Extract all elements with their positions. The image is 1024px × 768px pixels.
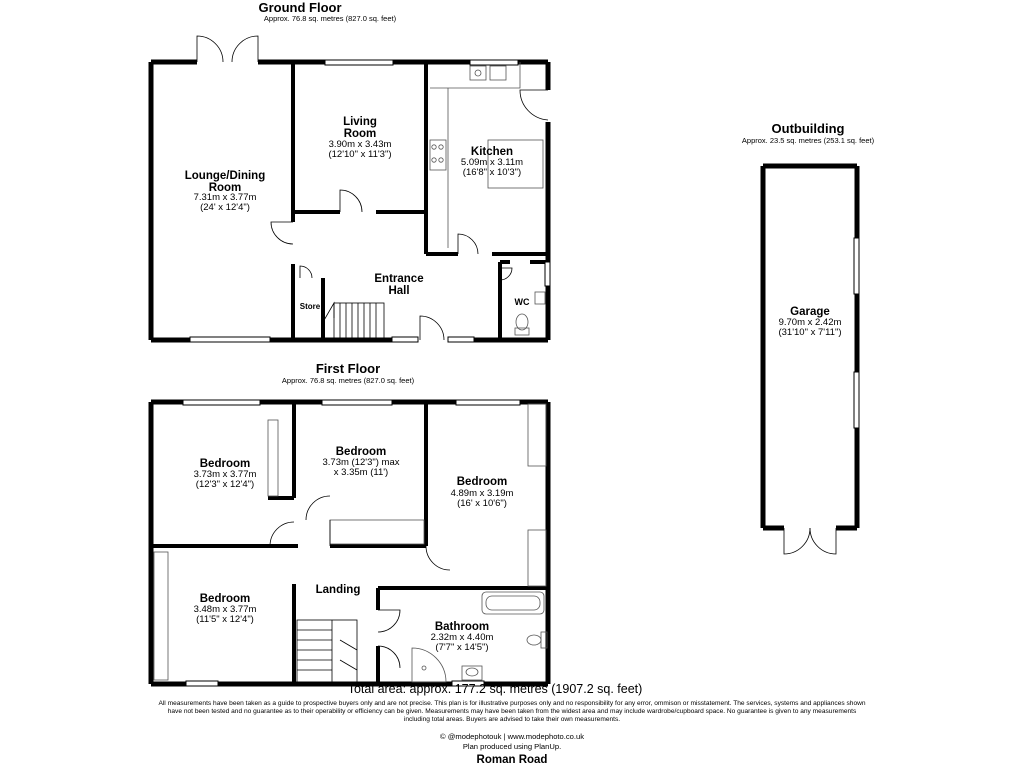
total-area: Total area: approx. 177.2 sq. metres (1907.2 sq. feet): [347, 682, 643, 696]
living-room-dimensions-imperial: (12'10" x 11'3"): [328, 149, 392, 160]
bedroom-1-dimensions-imperial: (12'3" x 12'4"): [195, 479, 255, 490]
entrance-hall-label: Entrance: [374, 273, 424, 285]
kitchen-dimensions-imperial: (16'8" x 10'3"): [462, 167, 522, 178]
bathroom-dimensions: 2.32m x 4.40m: [430, 632, 494, 643]
bedroom-4-dimensions: 3.48m x 3.77m: [193, 604, 257, 615]
credit-line: © @modephotouk | www.modephoto.co.uk: [439, 732, 585, 741]
first-floor-title: First Floor: [315, 361, 381, 376]
wc-label: WC: [514, 297, 530, 307]
bedroom-4-dimensions-imperial: (11'5" x 12'4"): [196, 614, 254, 625]
garage-dimensions-imperial: (31'10" x 7'11"): [778, 327, 842, 338]
outbuilding-title: Outbuilding: [771, 121, 845, 136]
bedroom-3-label: Bedroom: [456, 476, 508, 488]
bedroom-4-label: Bedroom: [199, 593, 251, 605]
entrance-hall-label-line2: Hall: [388, 285, 410, 297]
first-floor-area: Approx. 76.8 sq. metres (827.0 sq. feet): [281, 376, 415, 385]
bedroom-1-dimensions: 3.73m x 3.77m: [193, 469, 257, 480]
kitchen-label: Kitchen: [470, 146, 514, 158]
planup-credit: Plan produced using PlanUp.: [462, 742, 562, 751]
lounge-dimensions-imperial: (24' x 12'4"): [200, 202, 250, 213]
bedroom-2-dimensions: 3.73m (12'3") max: [322, 457, 400, 468]
street-name: Roman Road: [476, 754, 548, 766]
bedroom-2-dimensions-imperial: x 3.35m (11'): [333, 467, 389, 478]
living-room-label: Living: [343, 116, 377, 128]
bedroom-1-label: Bedroom: [199, 458, 251, 470]
kitchen-dimensions: 5.09m x 3.11m: [460, 157, 524, 168]
outbuilding-area: Approx. 23.5 sq. metres (253.1 sq. feet): [741, 136, 875, 145]
outbuilding-plan: [763, 166, 859, 554]
bathroom-dimensions-imperial: (7'7" x 14'5"): [435, 642, 489, 653]
landing-label: Landing: [315, 584, 361, 596]
bathroom-label: Bathroom: [434, 621, 490, 633]
garage-dimensions: 9.70m x 2.42m: [778, 317, 842, 328]
lounge-label-line2: Room: [208, 182, 242, 194]
bedroom-2-label: Bedroom: [335, 446, 387, 458]
ground-floor-area: Approx. 76.8 sq. metres (827.0 sq. feet): [263, 14, 397, 23]
store-label: Store: [299, 302, 321, 311]
bedroom-3-dimensions-imperial: (16' x 10'6"): [457, 498, 507, 509]
living-room-dimensions: 3.90m x 3.43m: [328, 139, 392, 150]
bedroom-3-dimensions: 4.89m x 3.19m: [450, 488, 514, 499]
lounge-dimensions: 7.31m x 3.77m: [193, 192, 257, 203]
garage-label: Garage: [790, 306, 830, 318]
living-room-label-line2: Room: [343, 128, 377, 140]
lounge-label: Lounge/Dining: [184, 170, 266, 182]
ground-floor-title: Ground Floor: [258, 0, 342, 15]
disclaimer: All measurements have been taken as a guide to prospective buyers only and are not precise. This plan is for illustrative purposes only and no responsibility for any error, ommison or misstatement. The services, systems and appliances shown have not been tested and no guarantee as to their operability or efficiency can be given. Measurements may have been taken from the widest area and may include wardrobe/cupboard space. No guarantee is given to any measurements including total areas. Buyers are advised to take their own measurements.: [158, 700, 866, 724]
